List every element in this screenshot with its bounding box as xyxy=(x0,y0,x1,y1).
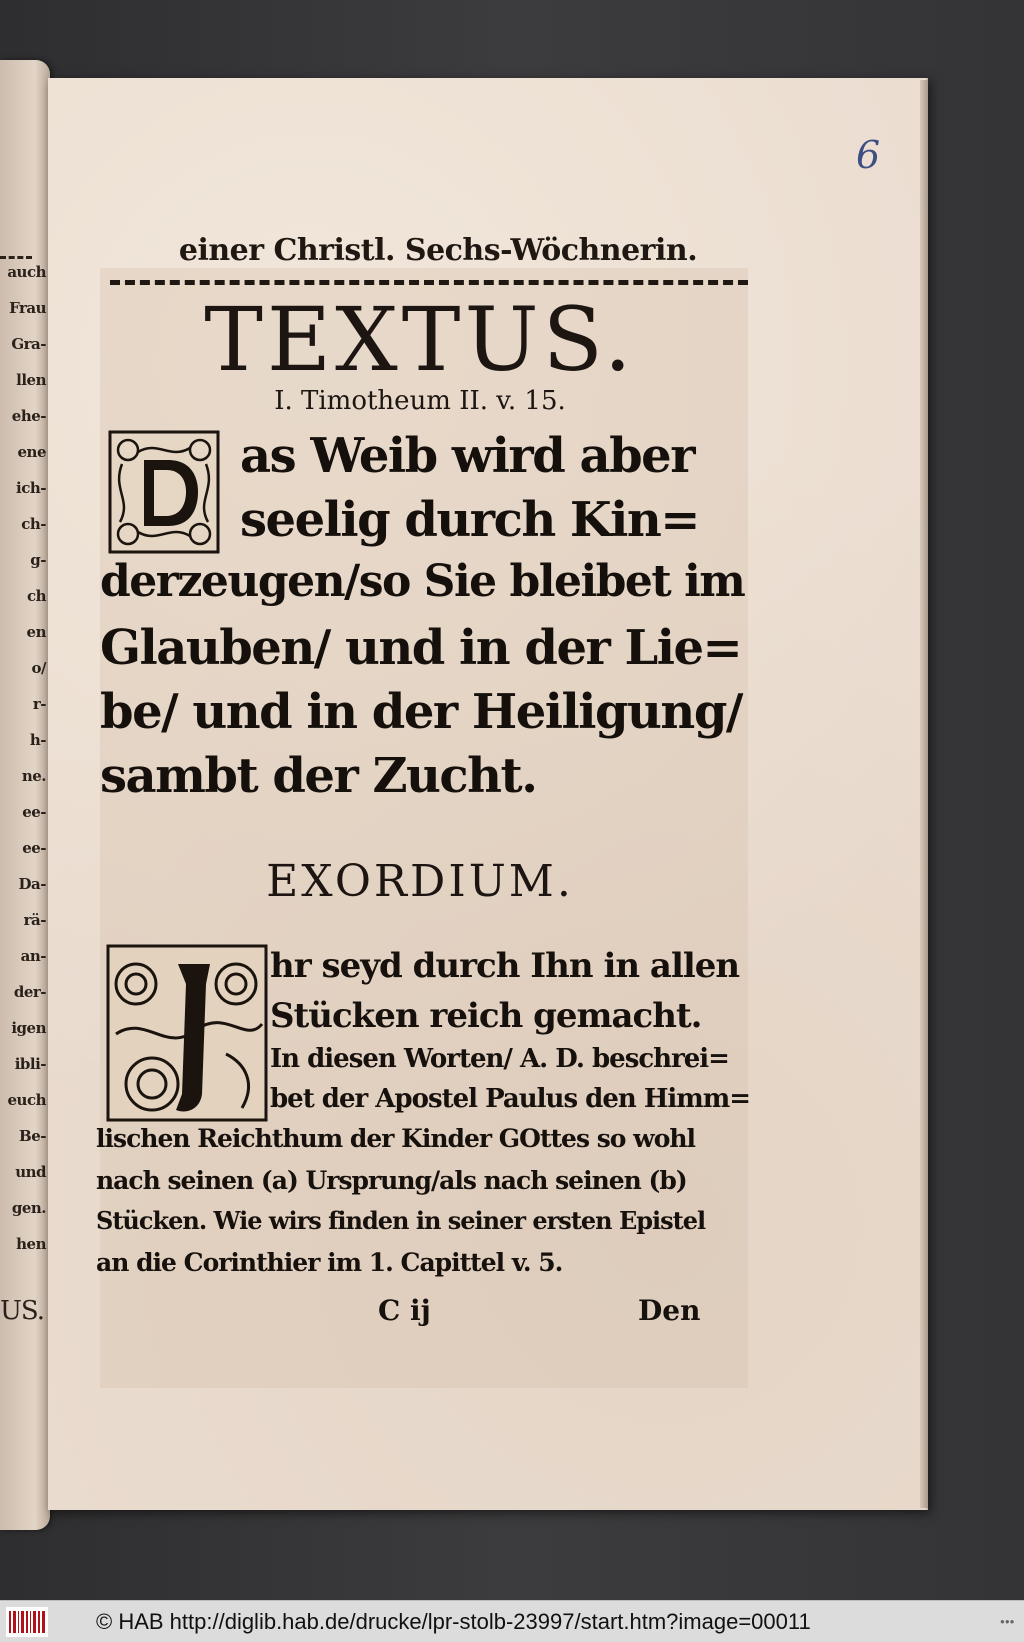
body-line: Stücken. Wie wirs finden in seiner ersten Epistel xyxy=(96,1206,706,1235)
head-rule xyxy=(110,280,748,285)
catchword: Den xyxy=(638,1294,701,1327)
left-page-fragment: ehe- xyxy=(11,407,46,425)
left-page-fragment: h- xyxy=(29,731,46,749)
body-line: bet der Apostel Paulus den Himm= xyxy=(270,1084,751,1114)
body-line: lischen Reichthum der Kinder GOttes so wohl xyxy=(96,1124,696,1153)
folio-number: 6 xyxy=(856,133,881,177)
left-page-fragment: Gra- xyxy=(11,335,46,353)
left-page-fragment: Da- xyxy=(18,875,46,893)
verse-line: Glauben/ und in der Lie= xyxy=(100,620,742,676)
left-page-fragment: o/ xyxy=(31,659,46,677)
left-page-fragment: ich- xyxy=(16,479,46,497)
section-heading: EXORDIUM. xyxy=(266,856,574,907)
signature-mark: C ij xyxy=(378,1294,431,1327)
running-head: einer Christl. Sechs-Wöchnerin. xyxy=(178,233,698,268)
body-line: In diesen Worten/ A. D. beschrei= xyxy=(270,1044,729,1074)
left-page-fragment: gen. xyxy=(11,1199,46,1217)
decorated-initial-d-icon xyxy=(108,430,220,554)
left-page-fragment: en xyxy=(26,623,46,641)
left-facing-page xyxy=(0,60,50,1530)
left-page-fragment: ene xyxy=(17,443,46,461)
left-page-fragment: ne. xyxy=(21,767,46,785)
left-page-fragment: an- xyxy=(20,947,46,965)
scripture-reference: I. Timotheum II. v. 15. xyxy=(274,386,566,416)
left-page-fragment: auch xyxy=(7,263,46,281)
verse-line: sambt der Zucht. xyxy=(100,748,537,804)
left-page-fragment: rä- xyxy=(23,911,46,929)
left-page-fragment: und xyxy=(15,1163,46,1181)
body-line: an die Corinthier im 1. Capittel v. 5. xyxy=(96,1248,563,1277)
left-page-fragment: ibli- xyxy=(14,1055,46,1073)
decorated-initial-i-icon xyxy=(106,944,268,1122)
left-page-fragment: Frau xyxy=(9,299,46,317)
left-page-fragment: Be- xyxy=(19,1127,46,1145)
footer-menu-dots-icon[interactable]: ●●● xyxy=(1000,1617,1015,1626)
left-page-fragment: ee- xyxy=(22,803,46,821)
verse-line: seelig durch Kin= xyxy=(240,492,699,548)
left-page-fragment: ch xyxy=(26,587,46,605)
left-page-fragment: igen xyxy=(11,1019,46,1037)
left-page-fragment: r- xyxy=(32,695,46,713)
body-line: Stücken reich gemacht. xyxy=(270,996,702,1036)
page-title: TEXTUS. xyxy=(204,288,636,391)
left-page-fragment: der- xyxy=(13,983,46,1001)
left-page-fragment: llen xyxy=(16,371,46,389)
verse-line: as Weib wird aber xyxy=(240,428,694,484)
footer-copyright: © HAB http://diglib.hab.de/drucke/lpr-stolb-23997/start.htm?image=00011 xyxy=(96,1609,811,1634)
left-page-fragment: g- xyxy=(30,551,46,569)
page-edge xyxy=(920,80,928,1508)
verse-line: derzeugen/so Sie bleibet im xyxy=(100,556,745,607)
hab-barcode-logo-icon xyxy=(6,1607,48,1637)
footer-bar xyxy=(0,1600,1024,1642)
left-page-fragment: hen xyxy=(16,1235,46,1253)
left-page-fragment: ee- xyxy=(22,839,46,857)
verse-line: be/ und in der Heiligung/ xyxy=(100,684,742,740)
book-page xyxy=(48,78,928,1510)
left-page-fragment: ch- xyxy=(21,515,46,533)
body-line: hr seyd durch Ihn in allen xyxy=(270,946,740,986)
left-page-title-fragment: US. xyxy=(0,1296,45,1326)
body-line: nach seinen (a) Ursprung/als nach seinen (b) xyxy=(96,1166,687,1195)
left-page-fragment: euch xyxy=(7,1091,46,1109)
